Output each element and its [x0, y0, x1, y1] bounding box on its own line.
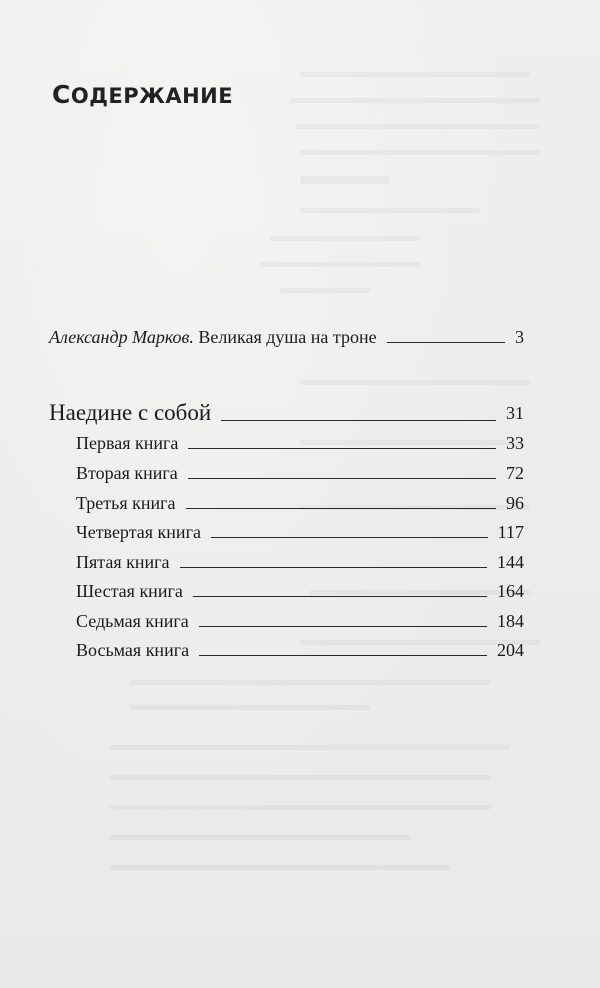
toc-chapter-title: Первая книга — [76, 433, 179, 453]
toc-chapter-page: 204 — [497, 640, 524, 660]
dot-leader — [199, 655, 487, 656]
toc-entry-author: Александр Марков. — [49, 327, 194, 347]
toc-chapter-title: Седьмая книга — [76, 611, 189, 631]
toc-chapter-page: 144 — [497, 552, 524, 572]
toc-chapter-title: Пятая книга — [76, 552, 170, 572]
toc-chapter-page: 164 — [497, 581, 524, 601]
toc-entry-title-text: Великая душа на троне — [198, 327, 377, 347]
toc-chapter[interactable] — [76, 522, 524, 543]
dot-leader — [188, 478, 496, 479]
toc-section[interactable] — [49, 400, 524, 426]
toc-chapter-page: 72 — [506, 463, 524, 483]
heading-rest: ОДЕРЖАНИЕ — [70, 84, 234, 108]
dot-leader — [186, 508, 496, 509]
toc-chapter-title: Вторая книга — [76, 463, 178, 483]
toc-entry-page: 3 — [515, 327, 524, 347]
dot-leader — [199, 626, 487, 627]
toc-chapter[interactable] — [76, 493, 524, 514]
toc-chapter[interactable] — [76, 463, 524, 484]
dot-leader — [193, 596, 487, 597]
dot-leader — [387, 342, 505, 343]
toc-chapter[interactable] — [76, 581, 524, 602]
toc-entry-intro[interactable] — [49, 327, 524, 348]
toc-chapter-title: Восьмая книга — [76, 640, 190, 660]
toc-chapter-title: Четвертая книга — [76, 522, 201, 542]
toc-chapter-page: 184 — [497, 611, 524, 631]
dot-leader — [180, 567, 487, 568]
dot-leader — [211, 537, 488, 538]
toc-chapter[interactable] — [76, 611, 524, 632]
toc-section-page: 31 — [506, 403, 524, 423]
toc-section-title: Наедине с собой — [49, 400, 212, 425]
toc-chapter-title: Шестая книга — [76, 581, 183, 601]
toc-chapter-page: 33 — [506, 433, 524, 453]
heading-initial: С — [52, 80, 71, 109]
dot-leader — [221, 420, 496, 421]
contents-heading — [52, 80, 233, 109]
toc-chapter-title: Третья книга — [76, 493, 176, 513]
toc-chapter-page: 96 — [506, 493, 524, 513]
toc-chapter-page: 117 — [497, 522, 524, 542]
dot-leader — [188, 448, 496, 449]
toc-entry-title — [49, 327, 377, 348]
toc-chapter[interactable] — [76, 433, 524, 454]
toc-chapter[interactable] — [76, 552, 524, 573]
toc-chapter[interactable] — [76, 640, 524, 661]
